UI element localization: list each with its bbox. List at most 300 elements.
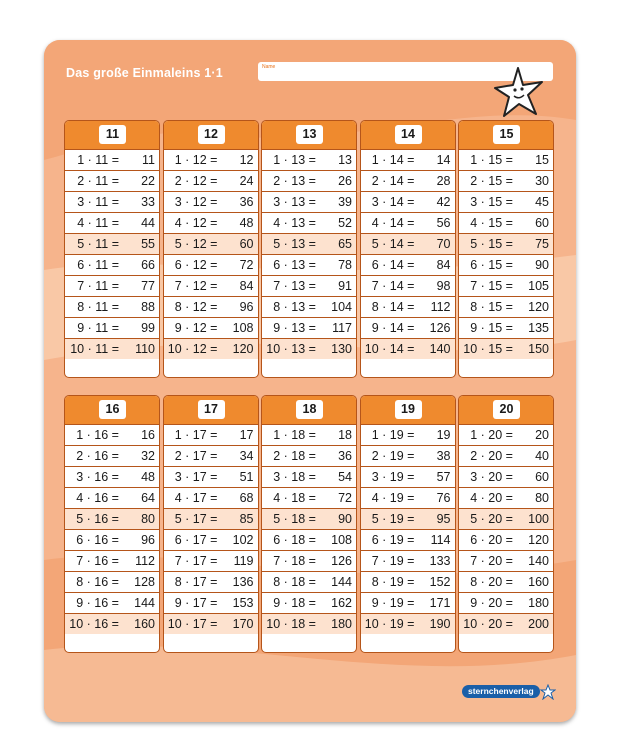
product: 114 [430, 533, 451, 547]
equation: 5 · 11 = [77, 237, 119, 251]
product: 144 [331, 575, 352, 589]
table-row [65, 445, 159, 466]
product: 135 [528, 321, 549, 335]
equation: 9 · 12 = [174, 321, 218, 335]
equation: 2 · 17 = [174, 449, 218, 463]
product: 51 [239, 470, 254, 484]
product: 85 [239, 512, 254, 526]
equation: 2 · 13 = [273, 174, 316, 188]
equation: 5 · 15 = [470, 237, 513, 251]
equation: 7 · 12 = [174, 279, 218, 293]
table-row [164, 466, 258, 487]
table-row [361, 445, 455, 466]
table-row [164, 296, 258, 317]
equation: 4 · 18 = [273, 491, 316, 505]
equation: 2 · 18 = [273, 449, 316, 463]
product: 171 [429, 596, 451, 610]
product: 117 [332, 321, 352, 335]
equation: 7 · 18 = [273, 554, 316, 568]
table-row [459, 592, 553, 613]
equation: 9 · 18 = [273, 596, 316, 610]
table-row [459, 317, 553, 338]
table-row [361, 508, 455, 529]
product: 20 [535, 428, 549, 442]
equation: 6 · 16 = [76, 533, 119, 547]
equation: 3 · 11 = [77, 195, 119, 209]
product: 119 [233, 554, 254, 568]
table-row [262, 191, 356, 212]
equation: 6 · 19 = [371, 533, 415, 547]
equation: 7 · 14 = [371, 279, 415, 293]
equation: 10 · 13 = [266, 342, 316, 356]
table-row [262, 317, 356, 338]
equation: 5 · 20 = [470, 512, 513, 526]
table-row [262, 424, 356, 445]
equation: 4 · 15 = [470, 216, 513, 230]
equation: 1 · 14 = [371, 153, 415, 167]
table-number: 17 [198, 400, 225, 419]
equation: 3 · 17 = [174, 470, 218, 484]
equation: 1 · 19 = [371, 428, 415, 442]
equation: 1 · 20 = [470, 428, 513, 442]
equation: 4 · 12 = [174, 216, 218, 230]
equation: 2 · 16 = [76, 449, 119, 463]
equation: 4 · 19 = [371, 491, 415, 505]
table-row [459, 529, 553, 550]
product: 96 [141, 533, 155, 547]
product: 75 [535, 237, 549, 251]
product: 140 [429, 342, 451, 356]
table-row [262, 529, 356, 550]
table-card-header [164, 396, 258, 424]
table-row [65, 233, 159, 254]
table-row [65, 317, 159, 338]
equation: 8 · 15 = [470, 300, 513, 314]
equation: 3 · 13 = [273, 195, 316, 209]
equation: 10 · 17 = [167, 617, 218, 631]
table-row [164, 550, 258, 571]
product: 140 [528, 554, 549, 568]
table-row [361, 487, 455, 508]
product: 11 [142, 153, 155, 167]
product: 180 [331, 617, 352, 631]
table-row [361, 254, 455, 275]
product: 200 [528, 617, 549, 631]
table-row [361, 338, 455, 359]
product: 39 [338, 195, 352, 209]
table-row [361, 233, 455, 254]
equation: 9 · 19 = [371, 596, 415, 610]
table-row [164, 254, 258, 275]
product: 64 [141, 491, 155, 505]
table-row [262, 571, 356, 592]
table-number: 19 [395, 400, 422, 419]
equation: 6 · 17 = [174, 533, 218, 547]
table-row [65, 191, 159, 212]
table-row [65, 149, 159, 170]
table-row [164, 529, 258, 550]
table-row [361, 466, 455, 487]
table-row [459, 445, 553, 466]
table-row [262, 550, 356, 571]
product: 160 [134, 617, 155, 631]
equation: 7 · 16 = [76, 554, 119, 568]
equation: 10 · 18 = [266, 617, 316, 631]
product: 80 [141, 512, 155, 526]
table-card-19 [360, 395, 456, 653]
product: 95 [436, 512, 451, 526]
table-row [164, 275, 258, 296]
table-card-14 [360, 120, 456, 378]
table-row [65, 212, 159, 233]
equation: 2 · 15 = [470, 174, 513, 188]
table-row [459, 466, 553, 487]
product: 152 [429, 575, 451, 589]
product: 126 [429, 321, 451, 335]
product: 26 [338, 174, 352, 188]
table-row [65, 592, 159, 613]
product: 28 [436, 174, 451, 188]
table-rows [361, 424, 455, 634]
product: 34 [239, 449, 254, 463]
table-row [361, 275, 455, 296]
product: 112 [135, 554, 155, 568]
table-card-15 [458, 120, 554, 378]
product: 162 [331, 596, 352, 610]
product: 126 [331, 554, 352, 568]
equation: 7 · 17 = [174, 554, 218, 568]
table-row [65, 424, 159, 445]
product: 133 [429, 554, 451, 568]
table-card-20 [458, 395, 554, 653]
product: 48 [239, 216, 254, 230]
product: 84 [239, 279, 254, 293]
product: 32 [141, 449, 155, 463]
product: 48 [141, 470, 155, 484]
equation: 9 · 16 = [76, 596, 119, 610]
product: 99 [141, 321, 155, 335]
table-row [164, 445, 258, 466]
table-rows [459, 424, 553, 634]
product: 30 [535, 174, 549, 188]
equation: 10 · 12 = [167, 342, 218, 356]
table-row [262, 149, 356, 170]
table-row [65, 529, 159, 550]
table-row [164, 233, 258, 254]
equation: 3 · 16 = [76, 470, 119, 484]
equation: 5 · 16 = [76, 512, 119, 526]
table-row [262, 445, 356, 466]
product: 160 [528, 575, 549, 589]
table-card-16 [64, 395, 160, 653]
equation: 10 · 15 = [463, 342, 513, 356]
product: 104 [331, 300, 352, 314]
product: 24 [239, 174, 254, 188]
star-mascot-icon [492, 66, 548, 122]
table-row [361, 592, 455, 613]
table-row [459, 275, 553, 296]
table-row [262, 170, 356, 191]
product: 38 [436, 449, 451, 463]
table-row [65, 170, 159, 191]
product: 60 [535, 470, 549, 484]
equation: 6 · 13 = [273, 258, 316, 272]
equation: 8 · 20 = [470, 575, 513, 589]
table-row [361, 424, 455, 445]
equation: 3 · 20 = [470, 470, 513, 484]
table-row [459, 233, 553, 254]
equation: 7 · 19 = [371, 554, 415, 568]
table-row [361, 296, 455, 317]
product: 144 [134, 596, 155, 610]
table-row [459, 149, 553, 170]
table-row [459, 296, 553, 317]
table-rows [164, 149, 258, 359]
table-row [164, 338, 258, 359]
equation: 4 · 13 = [273, 216, 316, 230]
equation: 10 · 16 = [69, 617, 119, 631]
table-row [361, 550, 455, 571]
product: 110 [135, 342, 155, 356]
equation: 10 · 20 = [463, 617, 513, 631]
product: 16 [141, 428, 155, 442]
product: 60 [535, 216, 549, 230]
product: 102 [232, 533, 254, 547]
equation: 2 · 19 = [371, 449, 415, 463]
table-rows [164, 424, 258, 634]
product: 136 [232, 575, 254, 589]
table-card-header [65, 396, 159, 424]
table-rows [262, 149, 356, 359]
table-row [459, 338, 553, 359]
product: 100 [528, 512, 549, 526]
table-row [164, 170, 258, 191]
product: 15 [535, 153, 549, 167]
equation: 3 · 19 = [371, 470, 415, 484]
table-row [361, 191, 455, 212]
equation: 4 · 14 = [371, 216, 415, 230]
table-card-header [262, 396, 356, 424]
table-row [361, 212, 455, 233]
equation: 9 · 15 = [470, 321, 513, 335]
table-number: 20 [493, 400, 520, 419]
table-row [459, 191, 553, 212]
table-row [459, 613, 553, 634]
equation: 4 · 16 = [76, 491, 119, 505]
table-rows [65, 424, 159, 634]
equation: 9 · 13 = [273, 321, 316, 335]
product: 18 [338, 428, 352, 442]
equation: 8 · 16 = [76, 575, 119, 589]
table-row [262, 233, 356, 254]
equation: 3 · 18 = [273, 470, 316, 484]
table-row [65, 508, 159, 529]
table-row [164, 487, 258, 508]
product: 98 [436, 279, 451, 293]
name-label: Name [262, 64, 276, 70]
equation: 1 · 17 = [174, 428, 218, 442]
product: 105 [528, 279, 549, 293]
table-row [361, 317, 455, 338]
product: 45 [535, 195, 549, 209]
table-card-13 [261, 120, 357, 378]
product: 90 [338, 512, 352, 526]
product: 13 [338, 153, 352, 167]
product: 44 [141, 216, 155, 230]
equation: 3 · 15 = [470, 195, 513, 209]
table-rows [361, 149, 455, 359]
product: 60 [239, 237, 254, 251]
product: 190 [429, 617, 451, 631]
equation: 6 · 18 = [273, 533, 316, 547]
table-row [65, 338, 159, 359]
equation: 3 · 14 = [371, 195, 415, 209]
product: 170 [232, 617, 254, 631]
product: 78 [338, 258, 352, 272]
equation: 9 · 17 = [174, 596, 218, 610]
equation: 8 · 14 = [371, 300, 415, 314]
table-card-header [65, 121, 159, 149]
table-row [262, 613, 356, 634]
equation: 5 · 18 = [273, 512, 316, 526]
table-row [262, 296, 356, 317]
equation: 8 · 19 = [371, 575, 415, 589]
table-card-18 [261, 395, 357, 653]
equation: 10 · 14 = [364, 342, 415, 356]
equation: 9 · 14 = [371, 321, 415, 335]
equation: 3 · 12 = [174, 195, 218, 209]
table-row [361, 170, 455, 191]
product: 12 [239, 153, 254, 167]
table-row [459, 508, 553, 529]
product: 84 [436, 258, 451, 272]
table-row [459, 424, 553, 445]
equation: 5 · 12 = [174, 237, 218, 251]
equation: 1 · 12 = [174, 153, 218, 167]
logo-star-icon [540, 684, 556, 700]
equation: 8 · 11 = [77, 300, 119, 314]
table-rows [262, 424, 356, 634]
equation: 8 · 17 = [174, 575, 218, 589]
equation: 1 · 11 = [77, 153, 119, 167]
table-row [361, 571, 455, 592]
product: 52 [338, 216, 352, 230]
equation: 5 · 13 = [273, 237, 316, 251]
product: 80 [535, 491, 549, 505]
product: 36 [239, 195, 254, 209]
product: 112 [430, 300, 451, 314]
table-row [65, 571, 159, 592]
product: 65 [338, 237, 352, 251]
equation: 7 · 20 = [470, 554, 513, 568]
table-row [65, 487, 159, 508]
table-number: 15 [493, 125, 520, 144]
equation: 1 · 15 = [470, 153, 513, 167]
page-title: Das große Einmaleins 1·1 [66, 66, 223, 80]
table-rows [65, 149, 159, 359]
table-row [459, 571, 553, 592]
table-row [361, 529, 455, 550]
equation: 4 · 11 = [77, 216, 119, 230]
equation: 6 · 14 = [371, 258, 415, 272]
equation: 7 · 13 = [273, 279, 316, 293]
table-card-header [361, 396, 455, 424]
product: 150 [528, 342, 549, 356]
table-row [262, 466, 356, 487]
product: 19 [436, 428, 451, 442]
table-card-header [262, 121, 356, 149]
table-number: 11 [99, 125, 126, 144]
table-row [65, 296, 159, 317]
equation: 5 · 19 = [371, 512, 415, 526]
table-row [459, 550, 553, 571]
table-row [65, 254, 159, 275]
product: 54 [338, 470, 352, 484]
product: 72 [338, 491, 352, 505]
product: 66 [141, 258, 155, 272]
table-row [459, 212, 553, 233]
table-row [262, 254, 356, 275]
product: 36 [338, 449, 352, 463]
equation: 9 · 20 = [470, 596, 513, 610]
equation: 6 · 15 = [470, 258, 513, 272]
equation: 2 · 11 = [77, 174, 119, 188]
product: 68 [239, 491, 254, 505]
product: 90 [535, 258, 549, 272]
product: 55 [141, 237, 155, 251]
table-row [262, 487, 356, 508]
product: 77 [141, 279, 155, 293]
equation: 8 · 18 = [273, 575, 316, 589]
table-row [164, 508, 258, 529]
product: 33 [141, 195, 155, 209]
product: 56 [436, 216, 451, 230]
product: 96 [239, 300, 254, 314]
table-card-header [459, 121, 553, 149]
equation: 2 · 20 = [470, 449, 513, 463]
equation: 10 · 19 = [364, 617, 415, 631]
equation: 1 · 16 = [76, 428, 119, 442]
table-row [164, 212, 258, 233]
table-row [262, 508, 356, 529]
equation: 4 · 17 = [174, 491, 218, 505]
product: 72 [239, 258, 254, 272]
product: 40 [535, 449, 549, 463]
equation: 5 · 17 = [174, 512, 218, 526]
table-row [262, 275, 356, 296]
table-number: 16 [99, 400, 126, 419]
equation: 7 · 15 = [470, 279, 513, 293]
product: 180 [528, 596, 549, 610]
equation: 5 · 14 = [371, 237, 415, 251]
publisher-logo: sternchenverlag [462, 685, 540, 698]
table-number: 14 [395, 125, 422, 144]
table-row [164, 149, 258, 170]
table-card-11 [64, 120, 160, 378]
table-row [65, 275, 159, 296]
product: 130 [331, 342, 352, 356]
table-card-header [164, 121, 258, 149]
equation: 1 · 13 = [273, 153, 316, 167]
equation: 10 · 11 = [70, 342, 119, 356]
table-row [164, 613, 258, 634]
table-row [262, 338, 356, 359]
table-card-header [361, 121, 455, 149]
product: 120 [528, 300, 549, 314]
table-row [164, 571, 258, 592]
table-card-17 [163, 395, 259, 653]
equation: 2 · 14 = [371, 174, 415, 188]
